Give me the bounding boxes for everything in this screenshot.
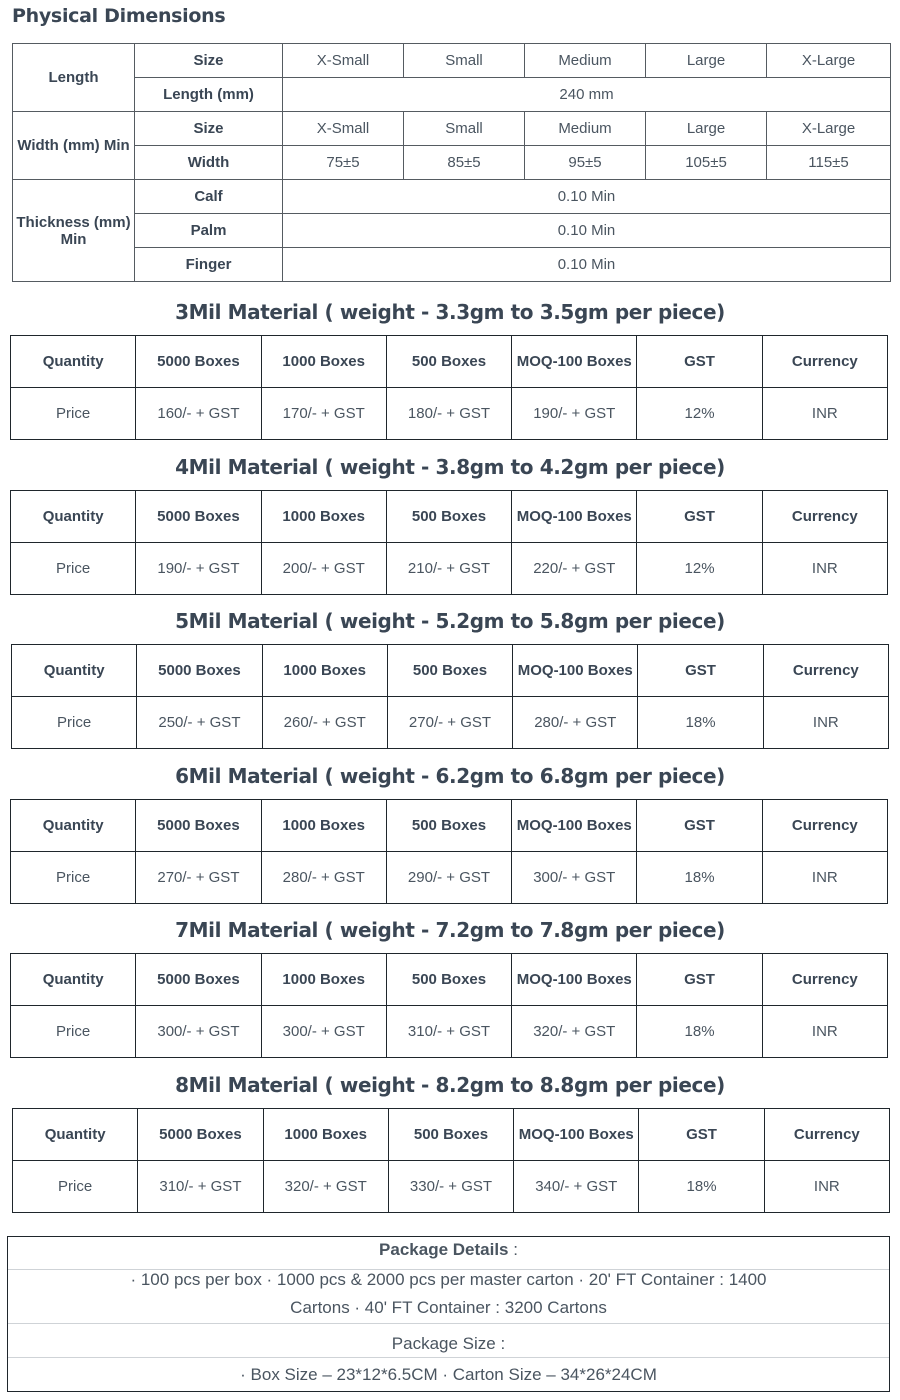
- thickness-header: Thickness (mm) Min: [13, 180, 135, 282]
- price-cell: 300/- + GST: [261, 1006, 386, 1058]
- price-cell: 300/- + GST: [512, 852, 637, 904]
- thickness-part: Palm: [135, 214, 283, 248]
- gst-header: GST: [637, 800, 762, 852]
- width-value: 105±5: [646, 146, 767, 180]
- currency-header: Currency: [762, 800, 887, 852]
- quantity-col-header: 5000 Boxes: [136, 954, 261, 1006]
- currency-header: Currency: [762, 491, 887, 543]
- price-label: Price: [11, 543, 136, 595]
- size-cell: Large: [646, 112, 767, 146]
- thickness-value: 0.10 Min: [283, 214, 891, 248]
- price-cell: 270/- + GST: [387, 697, 512, 749]
- size-cell: X-Small: [283, 44, 404, 78]
- price-cell: 200/- + GST: [261, 543, 386, 595]
- package-details-label: Package Details: [379, 1240, 509, 1259]
- price-cell: 220/- + GST: [512, 543, 637, 595]
- quantity-col-header: MOQ-100 Boxes: [512, 491, 637, 543]
- quantity-col-header: 5000 Boxes: [137, 645, 262, 697]
- width-header: Width (mm) Min: [13, 112, 135, 180]
- gst-header: GST: [637, 336, 762, 388]
- quantity-col-header: 1000 Boxes: [262, 645, 387, 697]
- price-cell: 170/- + GST: [261, 388, 386, 440]
- price-cell: 310/- + GST: [386, 1006, 511, 1058]
- pricing-table: [10, 953, 888, 1058]
- gst-cell: 12%: [637, 543, 762, 595]
- quantity-col-header: 1000 Boxes: [261, 800, 386, 852]
- price-cell: 160/- + GST: [136, 388, 261, 440]
- pricing-table: [10, 490, 888, 595]
- material-title: 5Mil Material ( weight - 5.2gm to 5.8gm per piece): [175, 609, 725, 633]
- quantity-col-header: 1000 Boxes: [261, 954, 386, 1006]
- currency-header: Currency: [764, 1109, 889, 1161]
- size-cell: Small: [404, 44, 525, 78]
- size-cell: X-Large: [767, 112, 891, 146]
- gst-header: GST: [638, 645, 763, 697]
- currency-cell: INR: [762, 852, 887, 904]
- currency-cell: INR: [763, 697, 888, 749]
- size-cell: X-Small: [283, 112, 404, 146]
- quantity-col-header: MOQ-100 Boxes: [513, 645, 638, 697]
- package-details-line-2: Cartons · 40' FT Container : 3200 Cartons: [290, 1298, 607, 1317]
- quantity-header: Quantity: [11, 491, 136, 543]
- price-cell: 190/- + GST: [512, 388, 637, 440]
- price-label: Price: [11, 1006, 136, 1058]
- size-label: Size: [135, 44, 283, 78]
- size-cell: X-Large: [767, 44, 891, 78]
- gst-header: GST: [639, 1109, 764, 1161]
- price-cell: 270/- + GST: [136, 852, 261, 904]
- quantity-col-header: 500 Boxes: [387, 645, 512, 697]
- price-cell: 340/- + GST: [514, 1161, 639, 1213]
- quantity-col-header: 1000 Boxes: [263, 1109, 388, 1161]
- package-details-line-1: · 100 pcs per box · 1000 pcs & 2000 pcs per master carton · 20' FT Container : 1400: [130, 1270, 767, 1289]
- package-details-box: [7, 1236, 890, 1392]
- package-size-line: · Box Size – 23*12*6.5CM · Carton Size – 34*26*24CM: [240, 1365, 657, 1384]
- length-mm-label: Length (mm): [135, 78, 283, 112]
- gst-cell: 18%: [639, 1161, 764, 1213]
- price-label: Price: [11, 852, 136, 904]
- currency-header: Currency: [762, 954, 887, 1006]
- quantity-col-header: 5000 Boxes: [136, 491, 261, 543]
- length-value: 240 mm: [283, 78, 891, 112]
- quantity-col-header: 500 Boxes: [388, 1109, 513, 1161]
- price-cell: 210/- + GST: [386, 543, 511, 595]
- price-cell: 250/- + GST: [137, 697, 262, 749]
- quantity-col-header: MOQ-100 Boxes: [512, 800, 637, 852]
- width-row-label: Width: [135, 146, 283, 180]
- price-cell: 190/- + GST: [136, 543, 261, 595]
- price-cell: 180/- + GST: [386, 388, 511, 440]
- material-title: 8Mil Material ( weight - 8.2gm to 8.8gm per piece): [175, 1073, 725, 1097]
- price-cell: 290/- + GST: [386, 852, 511, 904]
- material-title: 7Mil Material ( weight - 7.2gm to 7.8gm per piece): [175, 918, 725, 942]
- pricing-table: [12, 1108, 890, 1213]
- size-cell: Medium: [525, 44, 646, 78]
- gst-cell: 12%: [637, 388, 762, 440]
- currency-header: Currency: [763, 645, 888, 697]
- material-title: 6Mil Material ( weight - 6.2gm to 6.8gm per piece): [175, 764, 725, 788]
- quantity-header: Quantity: [12, 645, 137, 697]
- quantity-col-header: 500 Boxes: [386, 954, 511, 1006]
- gst-cell: 18%: [637, 1006, 762, 1058]
- price-cell: 310/- + GST: [138, 1161, 263, 1213]
- quantity-col-header: MOQ-100 Boxes: [512, 336, 637, 388]
- width-value: 115±5: [767, 146, 891, 180]
- pricing-table: [10, 799, 888, 904]
- gst-header: GST: [637, 954, 762, 1006]
- width-value: 75±5: [283, 146, 404, 180]
- divider: [8, 1357, 889, 1358]
- quantity-header: Quantity: [11, 336, 136, 388]
- thickness-part: Finger: [135, 248, 283, 282]
- pricing-table: [11, 644, 889, 749]
- quantity-col-header: 1000 Boxes: [261, 491, 386, 543]
- gst-cell: 18%: [638, 697, 763, 749]
- price-cell: 260/- + GST: [262, 697, 387, 749]
- quantity-col-header: 500 Boxes: [386, 336, 511, 388]
- price-cell: 320/- + GST: [263, 1161, 388, 1213]
- quantity-col-header: 500 Boxes: [386, 800, 511, 852]
- size-cell: Medium: [525, 112, 646, 146]
- package-size-label: Package Size :: [391, 1334, 506, 1353]
- currency-header: Currency: [762, 336, 887, 388]
- currency-cell: INR: [762, 388, 887, 440]
- width-value: 95±5: [525, 146, 646, 180]
- package-details-colon: :: [513, 1240, 518, 1259]
- package-details-heading: [8, 1240, 889, 1260]
- size-cell: Small: [404, 112, 525, 146]
- price-cell: 330/- + GST: [388, 1161, 513, 1213]
- physical-dimensions-table: [12, 43, 891, 282]
- size-cell: Large: [646, 44, 767, 78]
- quantity-col-header: 5000 Boxes: [136, 800, 261, 852]
- currency-cell: INR: [762, 1006, 887, 1058]
- size-label: Size: [135, 112, 283, 146]
- page-title: Physical Dimensions: [12, 5, 226, 27]
- currency-cell: INR: [762, 543, 887, 595]
- price-cell: 280/- + GST: [513, 697, 638, 749]
- gst-cell: 18%: [637, 852, 762, 904]
- thickness-value: 0.10 Min: [283, 180, 891, 214]
- price-label: Price: [11, 388, 136, 440]
- thickness-value: 0.10 Min: [283, 248, 891, 282]
- quantity-col-header: MOQ-100 Boxes: [512, 954, 637, 1006]
- thickness-part: Calf: [135, 180, 283, 214]
- quantity-col-header: 5000 Boxes: [138, 1109, 263, 1161]
- price-cell: 320/- + GST: [512, 1006, 637, 1058]
- quantity-col-header: 500 Boxes: [386, 491, 511, 543]
- pricing-table: [10, 335, 888, 440]
- price-cell: 300/- + GST: [136, 1006, 261, 1058]
- length-header: Length: [13, 44, 135, 112]
- price-label: Price: [13, 1161, 138, 1213]
- currency-cell: INR: [764, 1161, 889, 1213]
- price-label: Price: [12, 697, 137, 749]
- quantity-header: Quantity: [11, 954, 136, 1006]
- gst-header: GST: [637, 491, 762, 543]
- material-title: 3Mil Material ( weight - 3.3gm to 3.5gm per piece): [175, 300, 725, 324]
- quantity-col-header: 5000 Boxes: [136, 336, 261, 388]
- material-title: 4Mil Material ( weight - 3.8gm to 4.2gm per piece): [175, 455, 725, 479]
- width-value: 85±5: [404, 146, 525, 180]
- quantity-col-header: 1000 Boxes: [261, 336, 386, 388]
- price-cell: 280/- + GST: [261, 852, 386, 904]
- quantity-header: Quantity: [11, 800, 136, 852]
- quantity-header: Quantity: [13, 1109, 138, 1161]
- divider: [8, 1323, 889, 1324]
- quantity-col-header: MOQ-100 Boxes: [514, 1109, 639, 1161]
